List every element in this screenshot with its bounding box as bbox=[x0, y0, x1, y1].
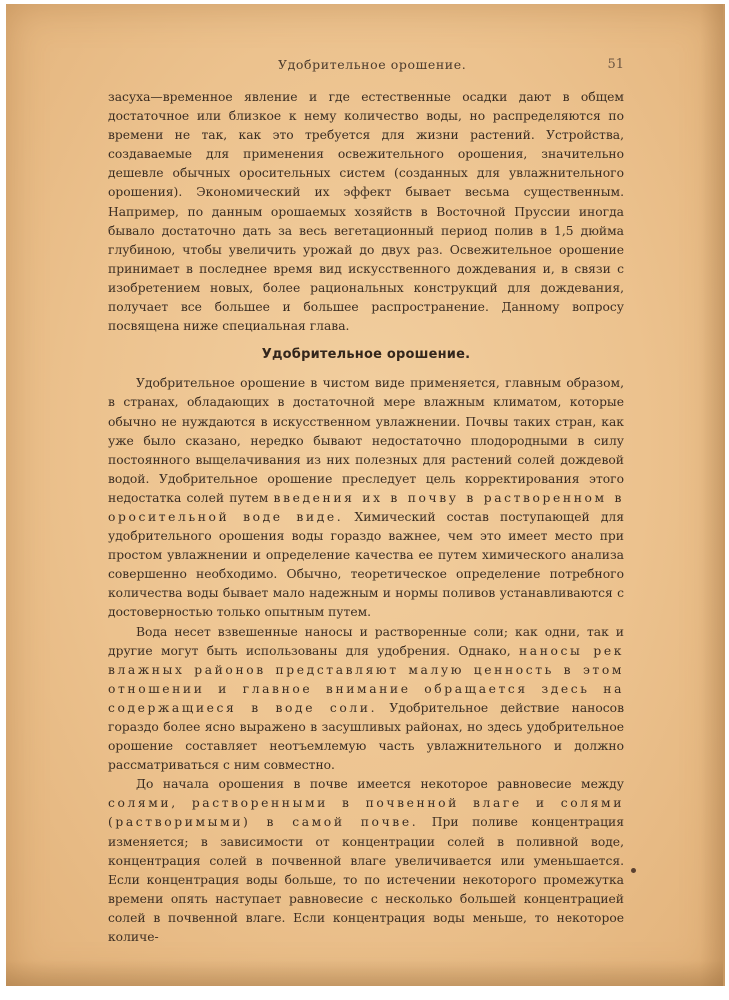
body-paragraph-1 bbox=[108, 374, 624, 622]
body-paragraph-3 bbox=[108, 775, 624, 947]
page-edge-shadow bbox=[700, 4, 725, 986]
paragraph-text: Вода несет взвешенные наносы и растворенные соли; как одни, так и другие могут быть использованы для удобрения. Однако, bbox=[108, 624, 624, 658]
body-paragraph-2 bbox=[108, 623, 624, 776]
intro-paragraph: засуха—временное явление и где естественные осадки дают в общем достаточное или близкое к нему количество воды, но распределяются по времени не так, как это требуется для жизни растений. Устройства, создаваемые для применения освежительного орошения, значительно дешевле обычных оросительных систем (созданных для увлажнительного орошения). Экономический их эффект бывает весьма существенным. Например, по данным орошаемых хозяйств в Восточной Пруссии иногда бывало достаточно дать за весь вегетационный период полив в 1,5 дюйма глубиною, чтобы увеличить урожай до двух раз. Освежительное орошение принимает в последнее время вид искусственного дождевания и, в связи с изобретением новых, более рациональных конструкций для дождевания, получает все большее и большее распространение. Данному вопросу посвящена ниже специальная глава. bbox=[108, 90, 624, 334]
spaced-emphasis: наносы рек влажных районов представляют малую ценность в этом отношении и главное внимание обращается здесь на содержащиеся в воде соли. bbox=[108, 643, 624, 715]
paragraph-text: Химический состав поступающей для удобрительного орошения воды гораздо важнее, чем это имеет место при простом увлажнении и определение качества ее путем химического анализа совершенно необходимо. Обычно, теоретическое определение потребного количества воды бывает мало надежным и нормы поливов устанавливаются с достоверностью только опытным путем. bbox=[108, 509, 625, 620]
page-number: 51 bbox=[607, 57, 624, 72]
paragraph-text: До начала орошения в почве имеется некоторое равновесие между bbox=[136, 777, 624, 792]
paragraph-text: Удобрительное действие наносов гораздо более ясно выражено в засушливых районах, но здесь удобрительное орошение составляет неотъемлемую часть увлажнительного и должно рассматриваться с ним совместно. bbox=[108, 700, 624, 773]
paragraph-text: Удобрительное орошение в чистом виде применяется, главным образом, в странах, обладающих в достаточной мере влажным климатом, которые обычно не нуждаются в искусственном увлажнении. Почвы таких стран, как уже было сказано, нередко бывают недостаточно плодородными в силу постоянного выщелачивания из них полезных для растений солей дождевой водой. Удобрительное орошение преследует цель корректирования этого недостатка солей путем bbox=[108, 376, 624, 505]
spaced-emphasis: введения их в почву в растворенном в оросительной воде виде. bbox=[108, 490, 624, 524]
spaced-emphasis: солями, растворенными в почвенной влаге и солями (растворимыми) в самой почве. bbox=[108, 796, 624, 830]
ink-dot-mark bbox=[631, 868, 636, 873]
page-body bbox=[108, 88, 624, 947]
paragraph-text: При поливе концентрация изменяется; в зависимости от концентрации солей в поливной воде, концентрация солей в почвенной влаге увеличивается или уменьшается. Если концентрация воды больше, то по истечении некоторого промежутка времени опять наступает равновесие с несколько большей концентрацией солей в почвенной влаге. Если концентрация воды меньше, то некоторое количе- bbox=[108, 815, 624, 945]
page-bottom-shadow bbox=[6, 960, 723, 986]
running-head bbox=[108, 57, 624, 77]
section-heading: Удобрительное орошение. bbox=[261, 347, 471, 363]
running-title: Удобрительное орошение. bbox=[278, 57, 467, 72]
